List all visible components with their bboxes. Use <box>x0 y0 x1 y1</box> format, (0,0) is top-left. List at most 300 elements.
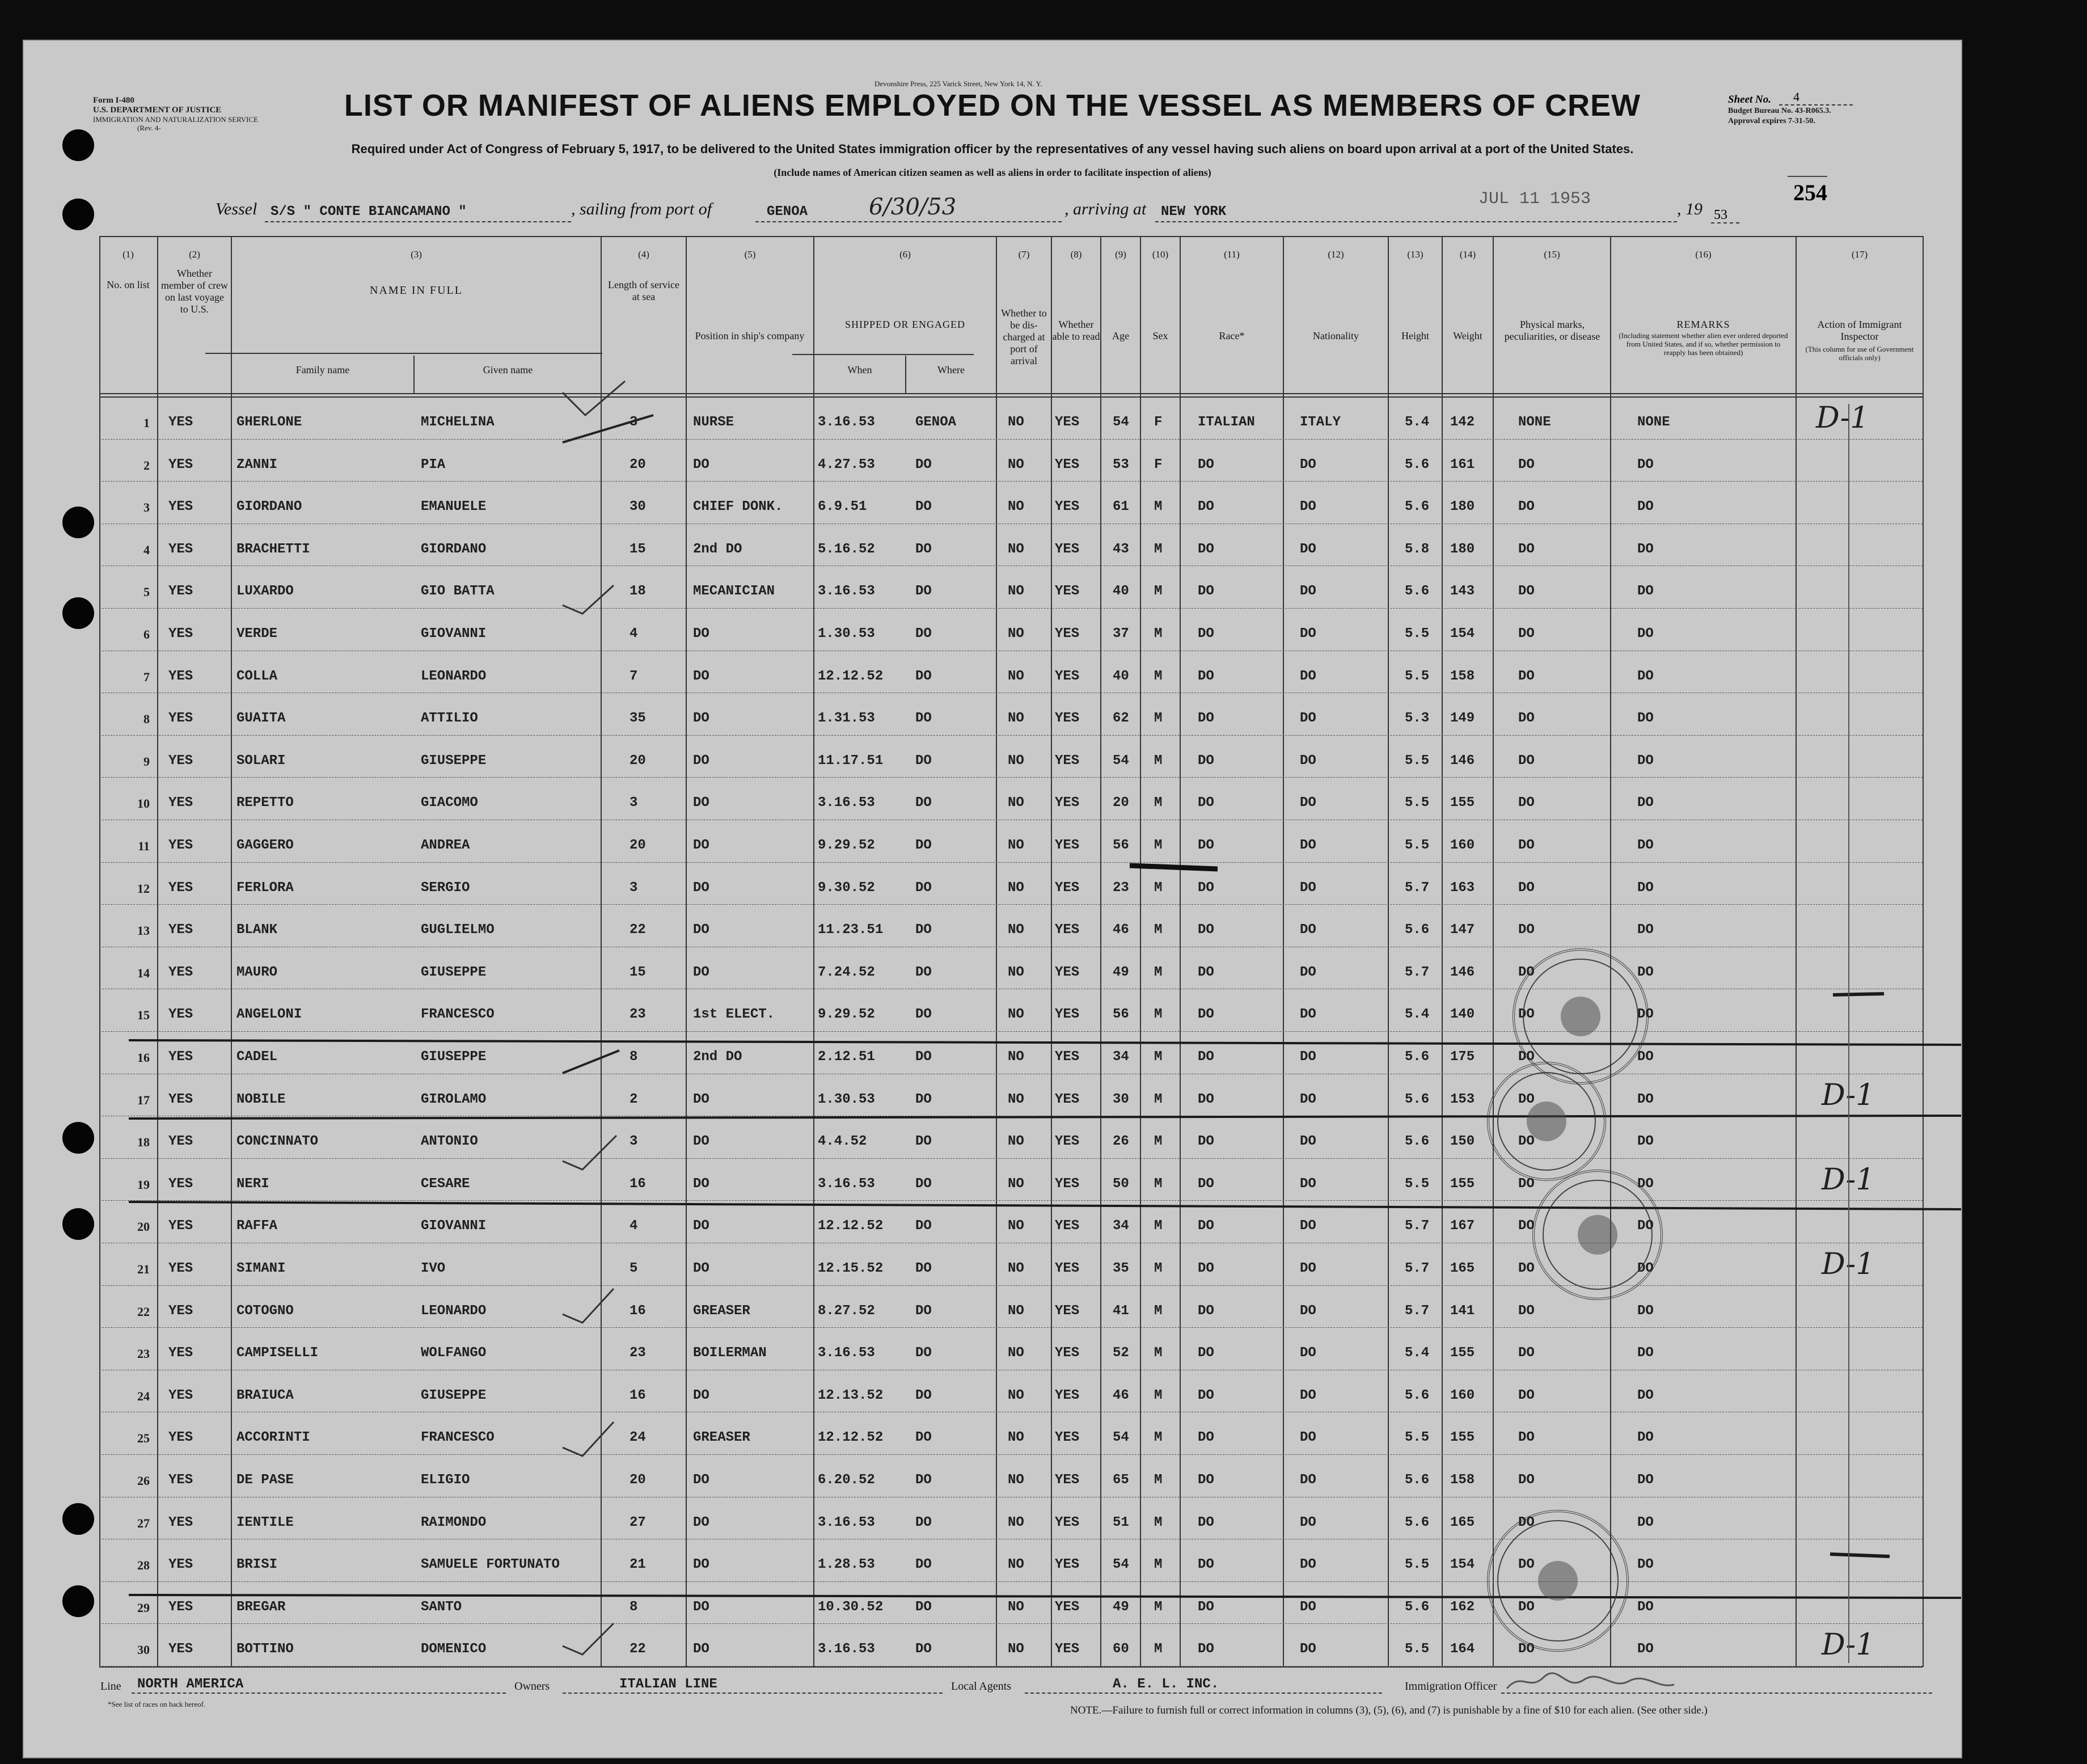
cell-race: DO <box>1198 1472 1214 1488</box>
cell-remarks: DO <box>1637 1261 1654 1276</box>
cell-marks: DO <box>1518 753 1535 769</box>
cell-sex: M <box>1154 626 1163 642</box>
cell-weight: 146 <box>1450 964 1475 980</box>
cell-member: YES <box>168 415 193 430</box>
cell-position: 1st ELECT. <box>693 1007 775 1023</box>
cell-position: DO <box>693 1472 709 1488</box>
cell-height: 5.4 <box>1405 1345 1430 1361</box>
cell-when: 4.27.53 <box>818 457 875 472</box>
cell-age: 60 <box>1113 1641 1129 1657</box>
cell-sex: M <box>1154 795 1163 811</box>
tick-mark-26 <box>563 1422 614 1456</box>
cell-when: 1.30.53 <box>818 1091 875 1107</box>
cell-marks: DO <box>1518 584 1535 600</box>
cell-when: 3.16.53 <box>818 1641 875 1657</box>
cell-marks: DO <box>1518 795 1535 811</box>
cell-race: DO <box>1198 1514 1214 1530</box>
cell-read: YES <box>1055 584 1080 600</box>
cell-age: 65 <box>1113 1472 1129 1488</box>
cell-position: NURSE <box>693 415 734 430</box>
cell-where: DO <box>915 1557 932 1573</box>
cell-weight: 162 <box>1450 1599 1475 1615</box>
shipped-where-header: Where <box>937 364 965 375</box>
cell-height: 5.5 <box>1405 838 1430 853</box>
cell-read: YES <box>1055 753 1080 769</box>
binder-hole <box>62 597 94 629</box>
annotation-layer <box>24 41 1962 1758</box>
cell-where: DO <box>915 1472 932 1488</box>
cell-remarks: DO <box>1637 1091 1654 1107</box>
cell-race: DO <box>1198 1599 1214 1615</box>
row-number: 28 <box>137 1558 150 1573</box>
cell-weight: 163 <box>1450 880 1475 896</box>
cell-service: 23 <box>630 1345 646 1361</box>
cell-where: DO <box>915 1345 932 1361</box>
strike-row-18 <box>129 1116 1962 1119</box>
cell-position: DO <box>693 626 709 642</box>
row-number: 4 <box>143 542 150 557</box>
cell-member: YES <box>168 1387 193 1403</box>
cell-nationality: DO <box>1300 1134 1316 1150</box>
binder-hole <box>62 1503 94 1535</box>
cell-age: 54 <box>1113 1430 1129 1446</box>
cell-where: DO <box>915 1641 932 1657</box>
cell-member: YES <box>168 1218 193 1234</box>
cell-age: 37 <box>1113 626 1129 642</box>
cell-given: ELIGIO <box>421 1472 470 1488</box>
cell-position: GREASER <box>693 1303 750 1319</box>
cell-marks: DO <box>1518 922 1535 938</box>
cell-when: 10.30.52 <box>818 1599 884 1615</box>
cell-when: 12.12.52 <box>818 668 884 684</box>
cell-given: GIUSEPPE <box>421 753 487 769</box>
cell-member: YES <box>168 457 193 472</box>
cell-family: CADEL <box>236 1049 278 1065</box>
cell-service: 8 <box>630 1049 638 1065</box>
cell-weight: 155 <box>1450 1345 1475 1361</box>
cell-when: 2.12.51 <box>818 1049 875 1065</box>
cell-read: YES <box>1055 1303 1080 1319</box>
cell-weight: 149 <box>1450 711 1475 727</box>
cell-nationality: DO <box>1300 1218 1316 1234</box>
strike-row-29 <box>129 1595 1962 1598</box>
cell-position: BOILERMAN <box>693 1345 767 1361</box>
cell-where: DO <box>915 1007 932 1023</box>
cell-race: DO <box>1198 457 1214 472</box>
col10-label: Sex <box>1152 330 1168 341</box>
cell-service: 16 <box>630 1303 646 1319</box>
col13-label: Height <box>1401 330 1429 341</box>
col5-number: (5) <box>744 249 756 260</box>
cell-when: 3.16.53 <box>818 1176 875 1192</box>
cell-remarks: DO <box>1637 668 1654 684</box>
cell-marks: DO <box>1518 1303 1535 1319</box>
cell-when: 3.16.53 <box>818 1514 875 1530</box>
cell-sex: M <box>1154 1134 1163 1150</box>
cell-discharged: NO <box>1008 1218 1024 1234</box>
cell-race: DO <box>1198 1303 1214 1319</box>
cell-sex: M <box>1154 1176 1163 1192</box>
cell-marks: DO <box>1518 499 1535 515</box>
cell-when: 11.17.51 <box>818 753 884 769</box>
cell-sex: M <box>1154 1641 1163 1657</box>
cell-discharged: NO <box>1008 880 1024 896</box>
tick-mark-17 <box>563 1050 619 1073</box>
cell-discharged: NO <box>1008 1049 1024 1065</box>
inspector-action: D-1 <box>1822 1628 1875 1662</box>
col11-number: (11) <box>1224 249 1240 260</box>
consulate-stamp <box>1532 1170 1663 1300</box>
cell-when: 9.30.52 <box>818 880 875 896</box>
cell-service: 30 <box>630 499 646 515</box>
row-number: 12 <box>137 881 150 896</box>
cell-nationality: DO <box>1300 1261 1316 1276</box>
cell-age: 52 <box>1113 1345 1129 1361</box>
cell-marks: DO <box>1518 541 1535 557</box>
manifest-sheet <box>23 40 1962 1758</box>
row-number: 23 <box>137 1347 150 1361</box>
cell-race: DO <box>1198 1007 1214 1023</box>
row-number: 1 <box>143 416 150 430</box>
cell-service: 21 <box>630 1557 646 1573</box>
cell-read: YES <box>1055 922 1080 938</box>
cell-member: YES <box>168 753 193 769</box>
cell-service: 16 <box>630 1176 646 1192</box>
row-number: 25 <box>137 1431 150 1446</box>
cell-member: YES <box>168 1007 193 1023</box>
consulate-stamp <box>1487 1510 1629 1652</box>
cell-marks: DO <box>1518 1261 1535 1276</box>
cell-given: WOLFANGO <box>421 1345 487 1361</box>
cell-member: YES <box>168 1472 193 1488</box>
cell-age: 20 <box>1113 795 1129 811</box>
row-number: 17 <box>137 1092 150 1107</box>
row-number: 9 <box>143 754 150 769</box>
col14-number: (14) <box>1459 249 1476 260</box>
cell-weight: 146 <box>1450 753 1475 769</box>
row-number: 24 <box>137 1389 150 1403</box>
cell-race: DO <box>1198 753 1214 769</box>
cell-age: 49 <box>1113 1599 1129 1615</box>
cell-nationality: DO <box>1300 1472 1316 1488</box>
cell-height: 5.8 <box>1405 541 1430 557</box>
row-number: 3 <box>143 500 150 515</box>
cell-race: DO <box>1198 922 1214 938</box>
cell-given: SERGIO <box>421 880 470 896</box>
cell-family: NOBILE <box>236 1091 286 1107</box>
cell-weight: 155 <box>1450 1176 1475 1192</box>
cell-height: 5.6 <box>1405 1599 1430 1615</box>
cell-nationality: DO <box>1300 880 1316 896</box>
cell-marks: DO <box>1518 1599 1535 1615</box>
cell-marks: DO <box>1518 1134 1535 1150</box>
cell-read: YES <box>1055 838 1080 853</box>
col1-label: No. on list <box>107 279 150 290</box>
cell-race: DO <box>1198 1091 1214 1107</box>
cell-family: BRISI <box>236 1557 278 1573</box>
cell-given: GIOVANNI <box>421 626 487 642</box>
cell-position: DO <box>693 1557 709 1573</box>
cell-member: YES <box>168 1134 193 1150</box>
col10-number: (10) <box>1152 249 1169 260</box>
inspector-action: D-1 <box>1822 1078 1875 1112</box>
cell-service: 16 <box>630 1387 646 1403</box>
cell-discharged: NO <box>1008 711 1024 727</box>
cell-sex: M <box>1154 1303 1163 1319</box>
cell-given: FRANCESCO <box>421 1007 495 1023</box>
cell-sex: M <box>1154 1557 1163 1573</box>
cell-marks: DO <box>1518 711 1535 727</box>
department: U.S. DEPARTMENT OF JUSTICE <box>93 105 222 115</box>
cell-weight: 160 <box>1450 1387 1475 1403</box>
cell-remarks: DO <box>1637 1514 1654 1530</box>
col14-label: Weight <box>1453 330 1482 341</box>
cell-family: GIORDANO <box>236 499 302 515</box>
cell-given: EMANUELE <box>421 499 487 515</box>
cell-service: 2 <box>630 1091 638 1107</box>
cell-sex: M <box>1154 1091 1163 1107</box>
cell-remarks: DO <box>1637 1176 1654 1192</box>
cell-service: 18 <box>630 584 646 600</box>
cell-read: YES <box>1055 1091 1080 1107</box>
cell-height: 5.5 <box>1405 1641 1430 1657</box>
cell-when: 12.15.52 <box>818 1261 884 1276</box>
include-note: (Include names of American citizen seamen as well as aliens in order to facilitate inspection of aliens) <box>774 167 1211 178</box>
cell-age: 30 <box>1113 1091 1129 1107</box>
row-number: 11 <box>138 839 150 853</box>
cell-marks: DO <box>1518 457 1535 472</box>
approval-expiry: Approval expires 7-31-50. <box>1728 117 1815 125</box>
cell-when: 6.9.51 <box>818 499 867 515</box>
cell-service: 15 <box>630 541 646 557</box>
cell-remarks: DO <box>1637 964 1654 980</box>
col8-label: Whether able to read <box>1052 319 1100 342</box>
owners-label: Owners <box>514 1680 550 1693</box>
cell-read: YES <box>1055 1557 1080 1573</box>
cell-weight: 153 <box>1450 1091 1475 1107</box>
cell-read: YES <box>1055 1599 1080 1615</box>
cell-nationality: DO <box>1300 541 1316 557</box>
cell-member: YES <box>168 1514 193 1530</box>
cell-where: DO <box>915 795 932 811</box>
cell-service: 35 <box>630 711 646 727</box>
date-stamp: JUL 11 1953 <box>1478 189 1591 209</box>
cell-weight: 160 <box>1450 838 1475 853</box>
cell-nationality: DO <box>1300 1091 1316 1107</box>
cell-discharged: NO <box>1008 795 1024 811</box>
col5-label: Position in ship's company <box>695 330 805 341</box>
owners-value: ITALIAN LINE <box>619 1677 717 1692</box>
form-revision: (Rev. 4- <box>137 124 161 132</box>
cell-marks: DO <box>1518 1641 1535 1657</box>
cell-read: YES <box>1055 964 1080 980</box>
cell-weight: 141 <box>1450 1303 1475 1319</box>
owners-underline <box>563 1693 943 1694</box>
col17-label: Action of Immigrant Inspector <box>1817 319 1902 342</box>
cell-weight: 150 <box>1450 1134 1475 1150</box>
cell-position: DO <box>693 1091 709 1107</box>
vessel-label: Vessel <box>216 200 257 218</box>
cell-where: DO <box>915 1134 932 1150</box>
binder-hole <box>62 129 94 161</box>
cell-sex: F <box>1154 415 1163 430</box>
col16-sublabel: (Including statement whether alien ever ordered deported from United States, and if so, whether permission to reapply has been obtained) <box>1619 331 1788 357</box>
cell-when: 3.16.53 <box>818 584 875 600</box>
cell-nationality: DO <box>1300 1049 1316 1065</box>
cell-member: YES <box>168 1303 193 1319</box>
officer-label: Immigration Officer <box>1405 1680 1497 1693</box>
cell-discharged: NO <box>1008 1557 1024 1573</box>
cell-given: LEONARDO <box>421 1303 487 1319</box>
row-number: 10 <box>137 796 150 811</box>
cell-discharged: NO <box>1008 1599 1024 1615</box>
cell-height: 5.6 <box>1405 1387 1430 1403</box>
cell-sex: M <box>1154 1472 1163 1488</box>
cell-service: 27 <box>630 1514 646 1530</box>
cell-remarks: DO <box>1637 1134 1654 1150</box>
cell-discharged: NO <box>1008 1387 1024 1403</box>
cell-family: MAURO <box>236 964 278 980</box>
cell-race: DO <box>1198 668 1214 684</box>
col3-label: NAME IN FULL <box>370 284 463 297</box>
cell-family: IENTILE <box>236 1514 294 1530</box>
cell-race: DO <box>1198 964 1214 980</box>
cell-weight: 158 <box>1450 1472 1475 1488</box>
agents-value: A. E. L. INC. <box>1113 1677 1219 1692</box>
binder-hole <box>62 1122 94 1154</box>
cell-nationality: DO <box>1300 1387 1316 1403</box>
cell-read: YES <box>1055 1007 1080 1023</box>
col9-label: Age <box>1112 330 1129 341</box>
cell-family: VERDE <box>236 626 278 642</box>
cell-read: YES <box>1055 626 1080 642</box>
cell-when: 4.4.52 <box>818 1134 867 1150</box>
cell-sex: M <box>1154 668 1163 684</box>
cell-marks: DO <box>1518 668 1535 684</box>
cell-sex: M <box>1154 1007 1163 1023</box>
cell-given: GUGLIELMO <box>421 922 495 938</box>
cell-remarks: DO <box>1637 880 1654 896</box>
strike-row-16 <box>129 1040 1962 1045</box>
cell-service: 15 <box>630 964 646 980</box>
cell-height: 5.4 <box>1405 415 1430 430</box>
cell-where: DO <box>915 584 932 600</box>
cell-read: YES <box>1055 795 1080 811</box>
cell-sex: M <box>1154 541 1163 557</box>
cell-nationality: DO <box>1300 795 1316 811</box>
cell-read: YES <box>1055 1176 1080 1192</box>
cell-age: 50 <box>1113 1176 1129 1192</box>
cell-remarks: DO <box>1637 1557 1654 1573</box>
col1-number: (1) <box>122 249 134 260</box>
cell-remarks: DO <box>1637 457 1654 472</box>
cell-family: CONCINNATO <box>236 1134 319 1150</box>
cell-remarks: DO <box>1637 711 1654 727</box>
cell-given: ATTILIO <box>421 711 478 727</box>
cell-family: SOLARI <box>236 753 286 769</box>
cell-service: 8 <box>630 1599 638 1615</box>
col15-label: Physical marks, peculiarities, or disease <box>1504 319 1600 342</box>
cell-discharged: NO <box>1008 753 1024 769</box>
cell-given: DOMENICO <box>421 1641 487 1657</box>
col7-number: (7) <box>1018 249 1030 260</box>
cell-sex: M <box>1154 1261 1163 1276</box>
cell-position: DO <box>693 753 709 769</box>
cell-remarks: DO <box>1637 838 1654 853</box>
dash-row-15 <box>1833 994 1884 995</box>
cell-nationality: DO <box>1300 1007 1316 1023</box>
cell-given: MICHELINA <box>421 415 495 430</box>
cell-sex: M <box>1154 584 1163 600</box>
penalty-note: NOTE.—Failure to furnish full or correct information in columns (3), (5), (6), and (7) is punishable by a fine of $10 for each alien. (See other side.) <box>1070 1704 1708 1716</box>
cell-where: DO <box>915 1091 932 1107</box>
cell-marks: DO <box>1518 1514 1535 1530</box>
cell-weight: 140 <box>1450 1007 1475 1023</box>
cell-sex: M <box>1154 1345 1163 1361</box>
cell-read: YES <box>1055 1134 1080 1150</box>
row-number: 14 <box>137 965 150 980</box>
cell-age: 35 <box>1113 1261 1129 1276</box>
sheet-number: 4 <box>1793 90 1799 104</box>
family-name-header: Family name <box>295 364 350 375</box>
cell-sex: M <box>1154 880 1163 896</box>
cell-family: BLANK <box>236 922 278 938</box>
cell-family: BRACHETTI <box>236 541 310 557</box>
cell-where: DO <box>915 1176 932 1192</box>
cell-read: YES <box>1055 1049 1080 1065</box>
agents-underline <box>1025 1693 1382 1694</box>
row-number: 13 <box>137 923 150 938</box>
cell-member: YES <box>168 668 193 684</box>
cell-family: SIMANI <box>236 1261 286 1276</box>
cell-position: DO <box>693 1134 709 1150</box>
cell-remarks: DO <box>1637 922 1654 938</box>
cell-nationality: DO <box>1300 753 1316 769</box>
cell-age: 40 <box>1113 584 1129 600</box>
col17-number: (17) <box>1851 249 1868 260</box>
cell-nationality: DO <box>1300 1303 1316 1319</box>
cell-height: 5.5 <box>1405 626 1430 642</box>
cell-race: ITALIAN <box>1198 415 1255 430</box>
cell-given: GIORDANO <box>421 541 487 557</box>
cell-read: YES <box>1055 1345 1080 1361</box>
budget-bureau: Budget Bureau No. 43-R065.3. <box>1728 107 1831 115</box>
cell-weight: 175 <box>1450 1049 1475 1065</box>
cell-service: 23 <box>630 1007 646 1023</box>
cell-read: YES <box>1055 415 1080 430</box>
tick-mark-6 <box>563 585 614 614</box>
cell-position: DO <box>693 1514 709 1530</box>
col4-number: (4) <box>638 249 649 260</box>
cell-member: YES <box>168 1176 193 1192</box>
cell-given: SAMUELE FORTUNATO <box>421 1557 560 1573</box>
cell-position: DO <box>693 1261 709 1276</box>
cell-family: ACCORINTI <box>236 1430 310 1446</box>
cell-given: GIUSEPPE <box>421 1387 487 1403</box>
cell-given: GIUSEPPE <box>421 964 487 980</box>
cell-nationality: DO <box>1300 1430 1316 1446</box>
cell-where: DO <box>915 1514 932 1530</box>
cell-read: YES <box>1055 880 1080 896</box>
cell-marks: DO <box>1518 1007 1535 1023</box>
cell-marks: DO <box>1518 1091 1535 1107</box>
cell-member: YES <box>168 1261 193 1276</box>
cell-marks: DO <box>1518 1345 1535 1361</box>
cell-remarks: DO <box>1637 1641 1654 1657</box>
cell-remarks: DO <box>1637 541 1654 557</box>
cell-position: 2nd DO <box>693 541 742 557</box>
cell-discharged: NO <box>1008 1091 1024 1107</box>
